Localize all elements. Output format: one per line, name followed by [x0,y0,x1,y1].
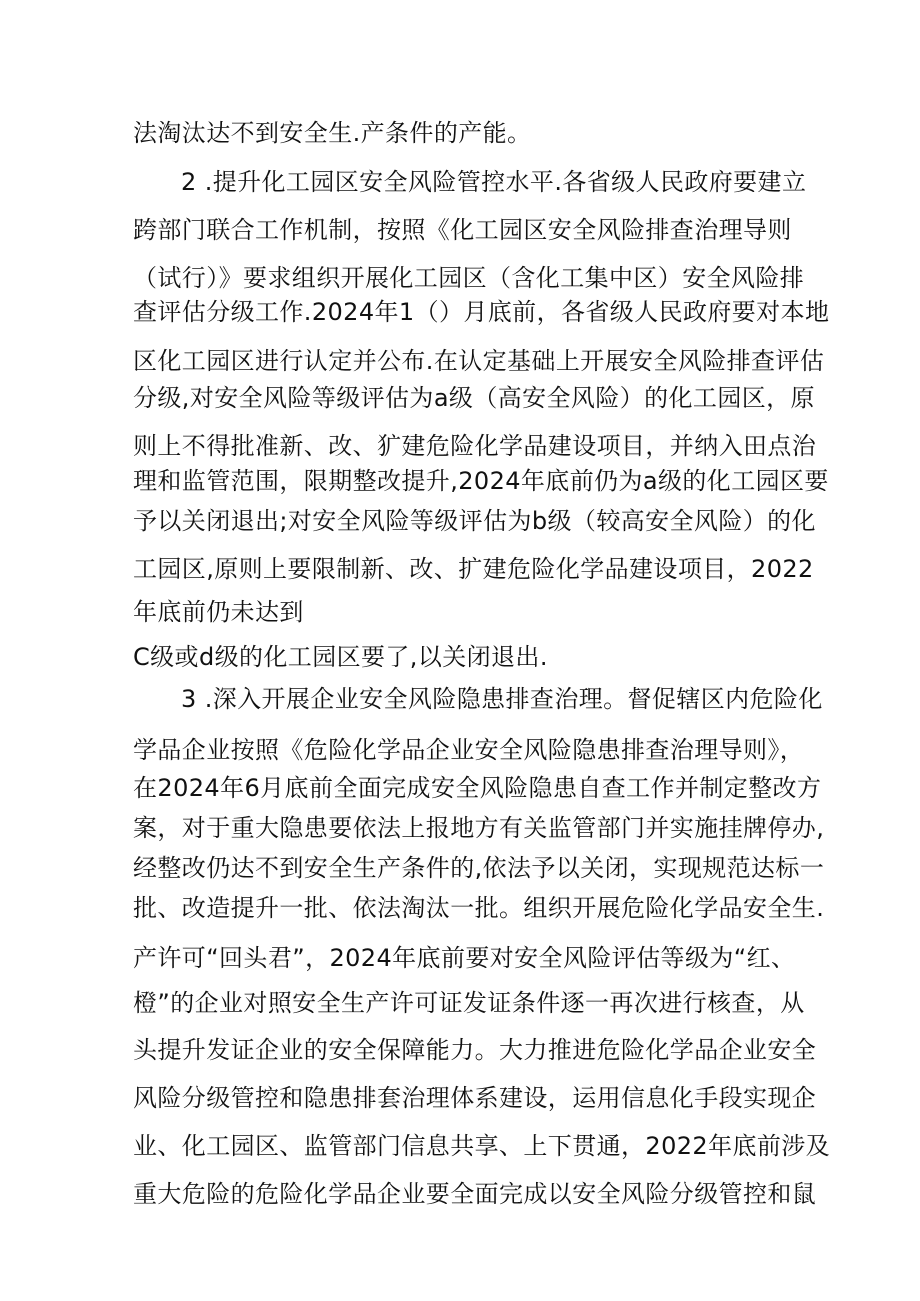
text-line: C级或d级的化工园区要了,以关闭退出. [133,643,548,671]
text-line: 头提升发证企业的安全保障能力。大力推进危险化学品企业安全 [133,1036,817,1064]
text-line: 工园区,原则上要限制新、改、扩建危险化学品建设项目，2022 [133,555,814,583]
paragraph-3-heading-line: 3 .深入开展企业安全风险隐患排查治理。督促辖区内危险化 [181,685,823,713]
paragraph-2-heading-line: 2 .提升化工园区安全风险管控水平.各省级人民政府要建立 [181,168,807,196]
text-line: 风险分级管控和隐患排套治理体系建设，运用信息化手段实现企 [133,1084,817,1112]
text-line: 查评估分级工作.2024年1（）月底前，各省级人民政府要对本地 [133,298,830,326]
text-line: 分级,对安全风险等级评估为a级（高安全风险）的化工园区，原 [133,384,815,412]
text-line: 批、改造提升一批、依法淘汰一批。组织开展危险化学品安全生. [133,894,825,922]
text-line: （试行）》要求组织开展化工园区（含化工集中区）安全风险排 [133,264,805,292]
text-line: 区化工园区进行认定并公布.在认定基础上开展安全风险排查评估 [133,347,825,375]
text-line: 理和监管范围，限期整改提升,2024年底前仍为a级的化工园区要 [133,467,829,495]
text-line: 案，对于重大隐患要依法上报地方有关监管部门并实施挂牌停办, [133,814,825,842]
text-line: 橙”的企业对照安全生产许可证发证条件逐一再次进行核查，从 [133,989,805,1017]
text-line: 法淘汰达不到安全生.产条件的产能。 [133,119,532,147]
text-line: 年底前仍未达到 [133,598,304,626]
text-line: 业、化工园区、监管部门信息共享、上下贯通，2022年底前涉及 [133,1132,831,1160]
text-line: 重大危险的危险化学品企业要全面完成以安全风险分级管控和鼠 [133,1180,817,1208]
text-line: 予以关闭退出;对安全风险等级评估为b级（较高安全风险）的化 [133,507,816,535]
text-line: 产许可“回头君”，2024年底前要对安全风险评估等级为“红、 [133,944,796,972]
text-line: 跨部门联合工作机制，按照《化工园区安全风险排查治理导则 [133,216,792,244]
text-line: 则上不得批准新、改、犷建危险化学品建设项目，并纳入田点治 [133,432,817,460]
text-line: 学品企业按照《危险化学品企业安全风险隐患排查治理导则》， [133,736,805,764]
text-line: 在2024年6月底前全面完成安全风险隐患自查工作并制定整改方 [133,774,822,802]
text-line: 经整改仍达不到安全生产条件的,依法予以关闭，实现规范达标一 [133,854,825,882]
